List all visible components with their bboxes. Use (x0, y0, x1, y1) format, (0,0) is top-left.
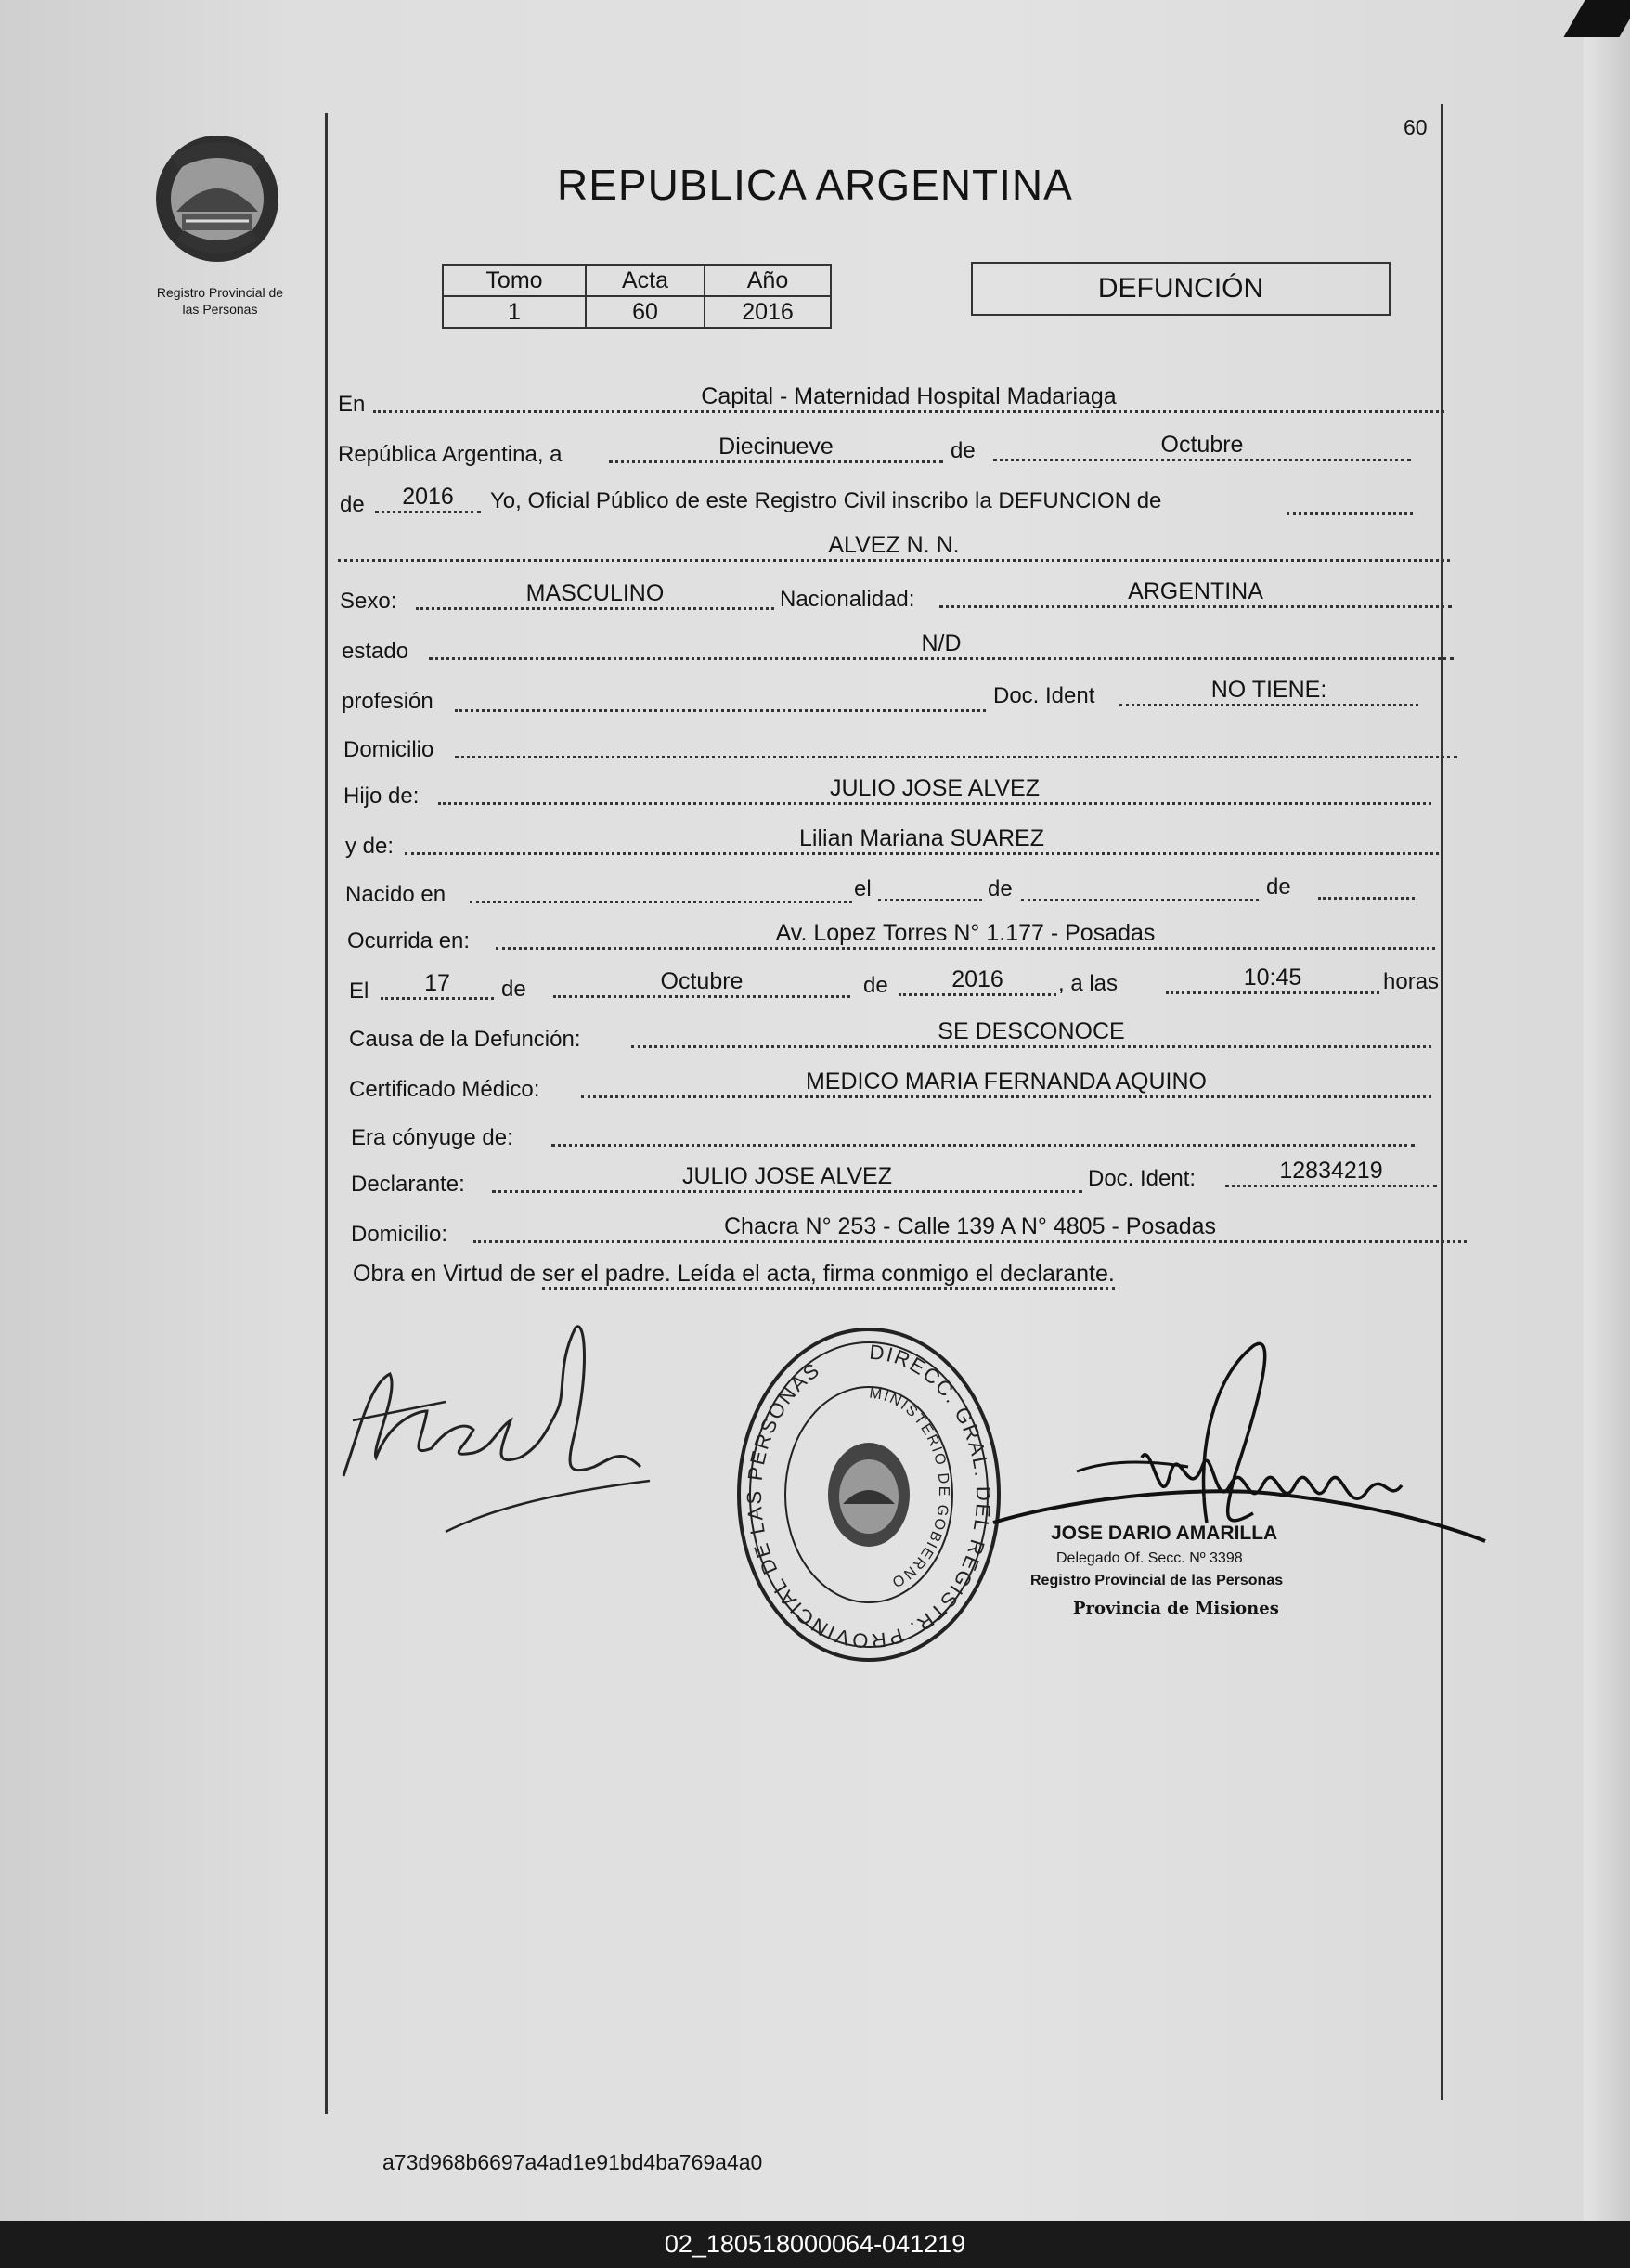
page-edge-shadow (1584, 0, 1630, 2221)
declarant-signature (334, 1309, 678, 1541)
official-name: JOSE DARIO AMARILLA (1051, 1523, 1278, 1544)
field-nacido-anio (1318, 869, 1415, 900)
closing-underlined: ser el padre. Leída el acta, firma conmigo el declarante. (542, 1261, 1115, 1290)
label-certificado: Certificado Médico: (349, 1077, 540, 1102)
footer-code-bar: 02_180518000064-041219 (0, 2221, 1630, 2268)
provincial-seal-icon (149, 128, 286, 266)
field-estado: N/D (429, 629, 1454, 660)
anio-header: Año (705, 265, 831, 296)
label-de-1: de (951, 438, 976, 463)
label-republica: República Argentina, a (338, 442, 563, 467)
official-stamp (730, 1318, 1008, 1671)
label-de-4: de (1266, 875, 1291, 900)
label-a-las: , a las (1058, 971, 1119, 996)
label-profesion: profesión (342, 689, 433, 714)
field-declarante-domicilio: Chacra N° 253 - Calle 139 A N° 4805 - Posadas (473, 1212, 1467, 1243)
label-nacionalidad: Nacionalidad: (780, 587, 915, 612)
official-registry: Registro Provincial de las Personas (1030, 1573, 1284, 1588)
record-table (442, 264, 832, 329)
label-en: En (338, 392, 366, 417)
field-doc-ident: NO TIENE: (1119, 676, 1418, 706)
field-anio: 2016 (375, 483, 481, 513)
stamp-coat-of-arms-icon (828, 1443, 910, 1547)
label-el: el (854, 876, 872, 901)
field-sexo: MASCULINO (416, 579, 774, 610)
field-nombre: ALVEZ N. N. (338, 531, 1450, 562)
left-margin-line (325, 113, 328, 2114)
document-hash: a73d968b6697a4ad1e91bd4ba769a4a0 (382, 2150, 763, 2174)
label-y-de: y de: (345, 834, 395, 859)
field-mes: Octubre (993, 431, 1411, 461)
label-conyuge: Era cónyuge de: (351, 1125, 513, 1150)
anio-value: 2016 (705, 296, 831, 328)
record-type-box: DEFUNCIÓN (971, 262, 1391, 316)
acta-value: 60 (586, 296, 705, 328)
page-number: 60 (1404, 115, 1428, 139)
field-nacido-mes (1021, 871, 1259, 901)
label-doc-ident: Doc. Ident (993, 683, 1095, 708)
field-ocurrida-en: Av. Lopez Torres N° 1.177 - Posadas (496, 919, 1435, 950)
closing-statement (353, 1261, 1115, 1288)
field-nacionalidad: ARGENTINA (939, 577, 1452, 608)
field-fall-anio: 2016 (899, 966, 1056, 996)
label-yo-text: Yo, Oficial Público de este Registro Civil inscribo la DEFUNCION de (490, 488, 1162, 513)
label-causa: Causa de la Defunción: (349, 1027, 581, 1052)
label-declarante-domicilio: Domicilio: (351, 1222, 448, 1247)
field-lugar: Capital - Maternidad Hospital Madariaga (373, 382, 1444, 413)
field-declarante-doc: 12834219 (1225, 1157, 1437, 1187)
tomo-header: Tomo (443, 265, 586, 296)
tomo-value: 1 (443, 296, 586, 328)
label-estado: estado (342, 639, 409, 664)
field-profesion (455, 681, 986, 712)
label-declarante: Declarante: (351, 1172, 465, 1197)
field-fall-dia: 17 (381, 969, 494, 1000)
field-conyuge (551, 1116, 1415, 1147)
label-de-6: de (863, 973, 888, 998)
field-hora: 10:45 (1166, 964, 1379, 994)
field-domicilio (455, 728, 1457, 758)
record-value-row (443, 296, 831, 328)
label-hijo-de: Hijo de: (343, 784, 420, 809)
field-nacido-lugar (470, 873, 852, 903)
label-de-3: de (988, 876, 1013, 901)
official-title: Delegado Of. Secc. Nº 3398 (1056, 1550, 1243, 1566)
label-nacido-en: Nacido en (345, 882, 446, 907)
label-declarante-doc: Doc. Ident: (1088, 1166, 1197, 1191)
acta-header: Acta (586, 265, 705, 296)
field-nacido-dia (878, 871, 982, 901)
field-causa: SE DESCONOCE (631, 1017, 1431, 1048)
registry-caption: Registro Provincial de las Personas (156, 285, 284, 317)
record-header-row (443, 265, 831, 296)
field-fall-mes: Octubre (553, 967, 850, 998)
field-madre: Lilian Mariana SUAREZ (405, 824, 1439, 855)
label-ocurrida-en: Ocurrida en: (347, 928, 471, 953)
label-domicilio: Domicilio (343, 737, 434, 762)
stamp-inner-text: MINISTERIO DE GOBIERNO (868, 1385, 951, 1591)
field-padre: JULIO JOSE ALVEZ (438, 774, 1431, 805)
label-el-cap: El (349, 978, 369, 1004)
field-blank-line3 (1287, 485, 1413, 515)
label-de-2: de (340, 492, 365, 517)
label-sexo: Sexo: (340, 589, 397, 614)
label-de-5: de (501, 977, 526, 1002)
page-title: REPUBLICA ARGENTINA (557, 161, 1073, 209)
official-province: Provincia de Misiones (1073, 1599, 1279, 1618)
field-declarante: JULIO JOSE ALVEZ (492, 1162, 1082, 1193)
field-certificado: MEDICO MARIA FERNANDA AQUINO (581, 1068, 1431, 1098)
label-horas: horas (1383, 969, 1440, 994)
field-dia: Diecinueve (609, 433, 943, 463)
closing-prefix: Obra en Virtud de (353, 1261, 542, 1287)
page-corner (1563, 0, 1630, 37)
stamp-ring-text: DIRECC. GRAL. DEL REGISTR. PROVINCIAL DE LAS PERSONAS (742, 1340, 996, 1653)
